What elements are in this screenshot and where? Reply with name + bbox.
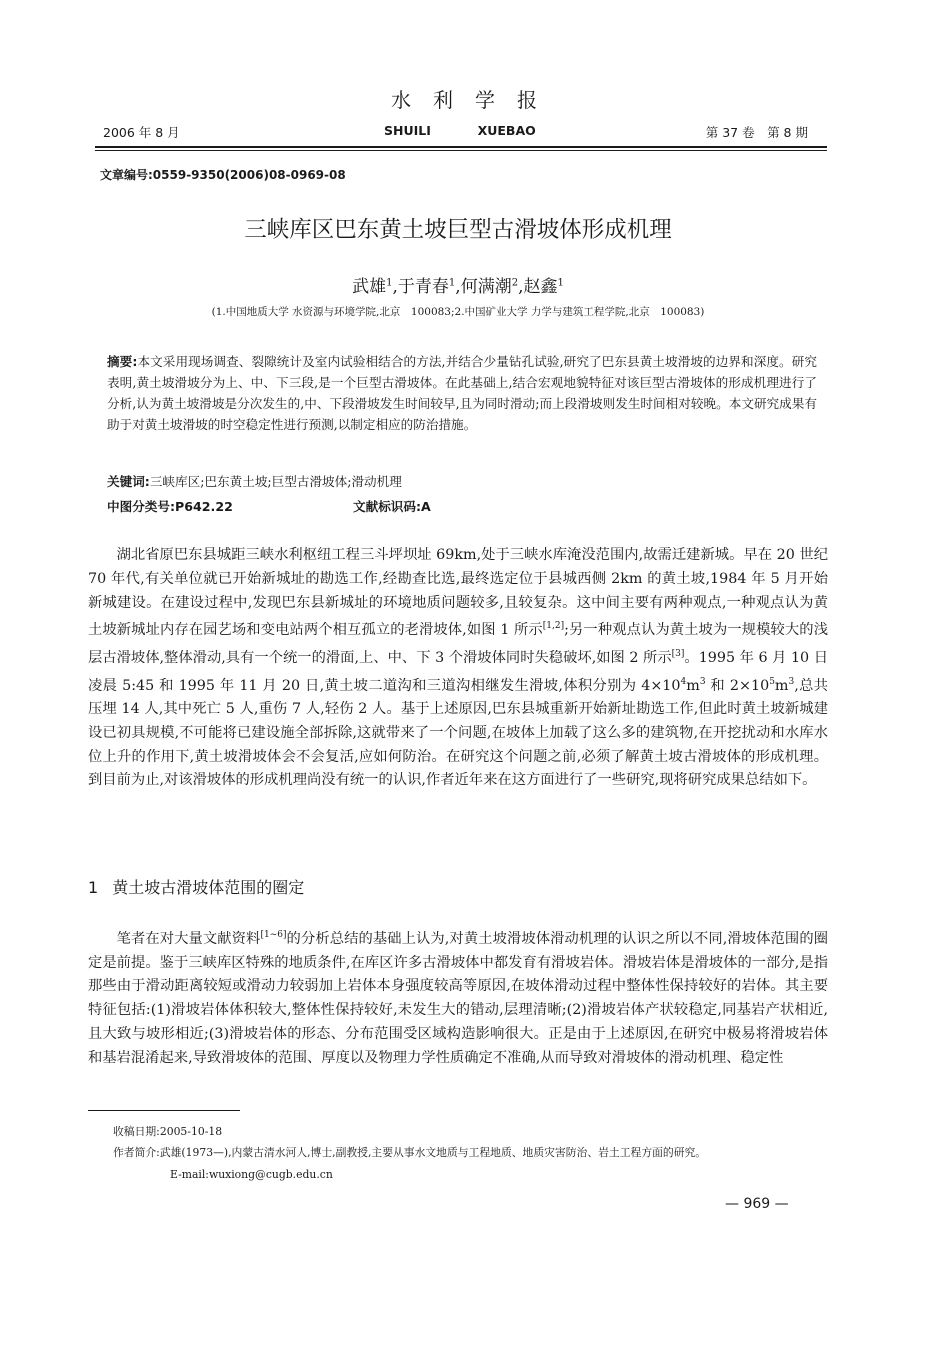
page-number: — 969 — — [725, 1196, 789, 1212]
exponent: 5 — [769, 676, 775, 687]
text-run: 湖北省原巴东县城距三峡水利枢纽工程三斗坪坝址 69km,处于三峡水库淹没范围内,故需迁建新城。早在 20 世纪 70 年代,有关单位就已开始新城址的勘选工作,经勘查比选,最终选定位于县城西侧 2km 的黄土坡,1984 年 5 月开始新城建设。在建设过程中,发现巴东县新城址的环境地质问题较多,且较复杂。这中间主要有两种观点,一种观点认为黄土坡新城址内存在园艺场和变电站两个相互孤立的老滑坡体,如图 1 所示 — [88, 547, 828, 639]
author-name: 于青春 — [397, 277, 449, 297]
document-code — [353, 496, 431, 515]
keywords — [107, 471, 817, 490]
abstract-label: 摘要: — [107, 354, 138, 369]
affiliations: (1.中国地质大学 水资源与环境学院,北京 100083;2.中国矿业大学 力学与建筑工程学院,北京 100083) — [211, 306, 705, 318]
journal-en-part1: SHUILI — [384, 123, 431, 138]
classification-number — [107, 496, 233, 515]
author-name: 赵鑫 — [523, 277, 558, 297]
author-affiliation-mark: 1 — [448, 277, 456, 289]
footnote-author-bio: 作者简介:武雄(1973—),内蒙古清水河人,博士,副教授,主要从事水文地质与工程地质、地质灾害防治、岩土工程方面的研究。 — [113, 1146, 707, 1159]
document-code-value: A — [421, 499, 431, 514]
journal-en-part2: XUEBAO — [477, 123, 536, 138]
exponent: 3 — [699, 676, 706, 687]
citation: [3] — [671, 648, 685, 659]
journal-title: 水利学报 — [391, 88, 559, 112]
text-run: 。1995 年 6 月 10 日凌晨 5:45 和 1995 年 11 月 20 日,黄土坡二道沟和三道沟相继发生滑坡,体积分别为 4×10 — [88, 649, 828, 694]
keywords-label: 关键词: — [107, 474, 150, 489]
article-number: 文章编号:0559-9350(2006)08-0969-08 — [100, 168, 346, 182]
footnote-email: E-mail:wuxiong@cugb.edu.cn — [170, 1168, 333, 1181]
exponent: 4 — [680, 676, 687, 687]
section-heading-1 — [88, 875, 304, 898]
author-affiliation-mark: 1 — [557, 277, 564, 289]
text-run: ,总共压埋 14 人,其中死亡 5 人,重伤 7 人,轻伤 2 人。基于上述原因,巴东县城重新开始新址勘选工作,但此时黄土坡新城建设已初具规模,不可能将已建设施全部拆除,这就带来了一个问题,在坡体上加载了这么多的建筑物,在开挖扰动和水库水位上升的作用下,黄土坡滑坡体会不会复活,应如何防治。在研究这个问题之前,必须了解黄土坡古滑坡体的形成机理。到目前为止,对该滑坡体的形成机理尚没有统一的认识,作者近年来在这方面进行了一些研究,现将研究成果总结如下。 — [88, 677, 829, 789]
author-affiliation-mark: 1 — [386, 277, 393, 289]
classification-label: 中图分类号: — [107, 499, 176, 514]
body-paragraph-1 — [88, 544, 828, 793]
section-number: 1 — [88, 878, 99, 897]
text-run: m — [686, 677, 700, 694]
author-name: 武雄 — [352, 277, 387, 297]
header-rule-thick — [95, 146, 827, 148]
citation: [1~6] — [260, 930, 287, 940]
exponent: 3 — [788, 676, 795, 687]
abstract-text: 本文采用现场调查、裂隙统计及室内试验相结合的方法,并结合少量钻孔试验,研究了巴东县黄土坡滑坡的边界和深度。研究表明,黄土坡滑坡分为上、中、下三段,是一个巨型古滑坡体。在此基础上,结合宏观地貌特征对该巨型古滑坡体的形成机理进行了分析,认为黄土坡滑坡是分次发生的,中、下段滑坡发生时间较早,且为同时滑动;而上段滑坡则发生时间相对较晚。本文研究成果有助于对黄土坡滑坡的时空稳定性进行预测,以制定相应的防治措施。 — [107, 354, 817, 432]
abstract — [107, 351, 817, 435]
keywords-text: 三峡库区;巴东黄土坡;巨型古滑坡体;滑动机理 — [149, 474, 402, 489]
author-list: 武雄$^1$,于青春$^1$,何满潮$^2$,赵鑫$^1$ — [352, 277, 564, 297]
text-run: 和 2×10 — [705, 677, 770, 694]
classification-value: P642.22 — [175, 499, 233, 514]
section-title: 黄土坡古滑坡体范围的圈定 — [112, 878, 305, 897]
header-rule-thin — [95, 150, 827, 151]
volume-issue: 第 37 卷 第 8 期 — [705, 125, 808, 140]
body-paragraph-2 — [88, 924, 828, 1071]
text-run: ;另一种观点认为黄土坡为一规模较大的浅层古滑坡体,整体滑动,具有一个统一的滑面,上、中、下 3 个滑坡体同时失稳破坏,如图 2 所示 — [88, 622, 828, 666]
paper-title: 三峡库区巴东黄土坡巨型古滑坡体形成机理 — [244, 217, 672, 243]
journal-english-name — [384, 123, 554, 138]
footnote-received: 收稿日期:2005-10-18 — [113, 1125, 223, 1138]
citation: [1,2] — [542, 621, 565, 632]
text-run: 笔者在对大量文献资料 — [116, 930, 261, 947]
author-affiliation-mark: 2 — [511, 277, 519, 289]
issue-date: 2006 年 8 月 — [103, 125, 180, 140]
document-code-label: 文献标识码: — [353, 499, 422, 514]
author-name: 何满潮 — [460, 277, 512, 297]
text-run: m — [774, 677, 789, 694]
footnote-rule — [88, 1110, 240, 1111]
text-run: 的分析总结的基础上认为,对黄土坡滑坡体滑动机理的认识之所以不同,滑坡体范围的圈定是前提。鉴于三峡库区特殊的地质条件,在库区许多古滑坡体中都发育有滑坡岩体。滑坡岩体是滑坡体的一部分,是指那些由于滑动距离较短或滑动力较弱加上岩体本身强度较高等原因,在坡体滑动过程中整体性保持较好的岩体。其主要特征包括:(1)滑坡岩体体积较大,整体性保持较好,未发生大的错动,层理清晰;(2)滑坡岩体产状较稳定,同基岩产状相近,且大致与坡形相近;(3)滑坡岩体的形态、分布范围受区域构造影响很大。正是由于上述原因,在研究中极易将滑坡岩体和基岩混淆起来,导致滑坡体的范围、厚度以及物理力学性质确定不准确,从而导致对滑坡体的滑动机理、稳定性 — [88, 930, 828, 1066]
